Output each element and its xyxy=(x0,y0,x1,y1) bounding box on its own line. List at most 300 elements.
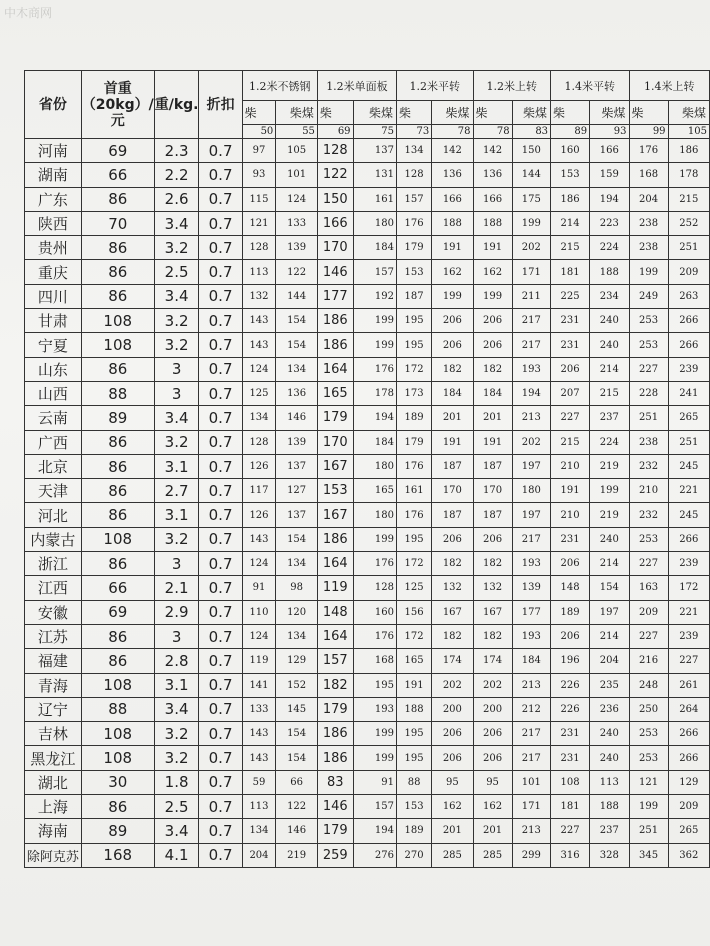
price-cell: 120 xyxy=(276,600,318,624)
price-cell: 265 xyxy=(668,819,709,843)
price-cell: 197 xyxy=(590,600,629,624)
price-cell: 186 xyxy=(317,309,353,333)
per-kg-cell: 2.9 xyxy=(154,600,199,624)
model-code: 89 xyxy=(551,125,590,139)
price-cell: 176 xyxy=(353,552,396,576)
price-cell: 157 xyxy=(396,187,431,211)
price-cell: 199 xyxy=(353,722,396,746)
price-cell: 219 xyxy=(276,843,318,867)
price-cell: 83 xyxy=(317,770,353,794)
price-cell: 276 xyxy=(353,843,396,867)
first-weight-cell: 89 xyxy=(81,406,154,430)
price-cell: 166 xyxy=(590,139,629,163)
table-row xyxy=(25,333,710,357)
province-cell: 内蒙古 xyxy=(25,527,82,551)
discount-cell: 0.7 xyxy=(199,552,242,576)
table-row xyxy=(25,600,710,624)
price-cell: 143 xyxy=(242,527,276,551)
price-cell: 174 xyxy=(473,649,512,673)
group-title: 1.2米平转 xyxy=(396,71,473,101)
price-cell: 153 xyxy=(396,795,431,819)
price-cell: 163 xyxy=(629,576,668,600)
discount-cell: 0.7 xyxy=(199,357,242,381)
price-cell: 88 xyxy=(396,770,431,794)
price-cell: 170 xyxy=(317,236,353,260)
per-kg-cell: 1.8 xyxy=(154,770,199,794)
province-cell: 安徽 xyxy=(25,600,82,624)
per-kg-cell: 3.4 xyxy=(154,819,199,843)
price-cell: 195 xyxy=(396,746,431,770)
price-cell: 153 xyxy=(551,163,590,187)
price-cell: 144 xyxy=(512,163,550,187)
price-cell: 101 xyxy=(512,770,550,794)
price-cell: 154 xyxy=(276,333,318,357)
price-cell: 176 xyxy=(396,454,431,478)
price-cell: 180 xyxy=(512,479,550,503)
per-kg-cell: 3.2 xyxy=(154,236,199,260)
price-cell: 239 xyxy=(668,624,709,648)
province-cell: 天津 xyxy=(25,479,82,503)
group-title: 1.2米不锈钢 xyxy=(242,71,317,101)
table-row xyxy=(25,454,710,478)
price-cell: 132 xyxy=(432,576,473,600)
price-cell: 128 xyxy=(353,576,396,600)
province-cell: 上海 xyxy=(25,795,82,819)
price-cell: 166 xyxy=(317,211,353,235)
table-row xyxy=(25,430,710,454)
first-weight-cell: 86 xyxy=(81,649,154,673)
province-cell: 河北 xyxy=(25,503,82,527)
price-cell: 134 xyxy=(276,624,318,648)
price-cell: 204 xyxy=(590,649,629,673)
per-kg-cell: 3.1 xyxy=(154,673,199,697)
price-cell: 187 xyxy=(473,454,512,478)
price-cell: 199 xyxy=(473,284,512,308)
price-cell: 214 xyxy=(551,211,590,235)
price-cell: 167 xyxy=(432,600,473,624)
price-cell: 199 xyxy=(590,479,629,503)
discount-cell: 0.7 xyxy=(199,139,242,163)
price-cell: 110 xyxy=(242,600,276,624)
per-kg-cell: 3.4 xyxy=(154,211,199,235)
price-cell: 184 xyxy=(512,649,550,673)
price-cell: 156 xyxy=(396,600,431,624)
province-cell: 湖南 xyxy=(25,163,82,187)
price-cell: 240 xyxy=(590,746,629,770)
price-cell: 345 xyxy=(629,843,668,867)
table-row xyxy=(25,479,710,503)
price-cell: 152 xyxy=(276,673,318,697)
price-cell: 159 xyxy=(590,163,629,187)
price-cell: 95 xyxy=(432,770,473,794)
per-kg-cell: 2.8 xyxy=(154,649,199,673)
fuel-type-header: 柴 xyxy=(242,101,276,125)
model-code: 55 xyxy=(276,125,318,139)
price-cell: 204 xyxy=(242,843,276,867)
price-cell: 232 xyxy=(629,454,668,478)
province-cell: 海南 xyxy=(25,819,82,843)
price-cell: 195 xyxy=(396,333,431,357)
price-cell: 239 xyxy=(668,552,709,576)
price-cell: 137 xyxy=(276,503,318,527)
discount-cell: 0.7 xyxy=(199,211,242,235)
price-cell: 227 xyxy=(629,552,668,576)
first-weight-cell: 88 xyxy=(81,381,154,405)
price-cell: 199 xyxy=(512,211,550,235)
discount-cell: 0.7 xyxy=(199,746,242,770)
price-cell: 328 xyxy=(590,843,629,867)
price-cell: 145 xyxy=(276,697,318,721)
price-cell: 224 xyxy=(590,236,629,260)
price-cell: 180 xyxy=(353,454,396,478)
fuel-type-header: 柴 xyxy=(551,101,590,125)
first-weight-cell: 108 xyxy=(81,746,154,770)
price-cell: 187 xyxy=(432,454,473,478)
price-cell: 91 xyxy=(353,770,396,794)
table-row xyxy=(25,673,710,697)
price-cell: 199 xyxy=(629,260,668,284)
discount-cell: 0.7 xyxy=(199,187,242,211)
price-cell: 236 xyxy=(590,697,629,721)
first-weight-cell: 88 xyxy=(81,697,154,721)
table-row xyxy=(25,236,710,260)
discount-cell: 0.7 xyxy=(199,430,242,454)
price-cell: 299 xyxy=(512,843,550,867)
per-kg-cell: 3.2 xyxy=(154,746,199,770)
price-cell: 201 xyxy=(473,406,512,430)
price-cell: 206 xyxy=(473,722,512,746)
price-cell: 134 xyxy=(276,552,318,576)
price-cell: 141 xyxy=(242,673,276,697)
price-cell: 200 xyxy=(473,697,512,721)
group-title: 1.4米平转 xyxy=(551,71,629,101)
price-cell: 143 xyxy=(242,333,276,357)
price-cell: 206 xyxy=(432,333,473,357)
model-code: 99 xyxy=(629,125,668,139)
price-cell: 180 xyxy=(353,211,396,235)
price-cell: 199 xyxy=(353,527,396,551)
watermark: 中木商网 xyxy=(4,6,53,20)
province-cell: 浙江 xyxy=(25,552,82,576)
price-cell: 157 xyxy=(317,649,353,673)
price-cell: 146 xyxy=(317,795,353,819)
price-cell: 179 xyxy=(317,819,353,843)
price-cell: 154 xyxy=(276,527,318,551)
price-cell: 199 xyxy=(353,309,396,333)
per-kg-cell: 3 xyxy=(154,624,199,648)
price-cell: 206 xyxy=(551,552,590,576)
price-cell: 187 xyxy=(432,503,473,527)
price-cell: 217 xyxy=(512,309,550,333)
price-cell: 362 xyxy=(668,843,709,867)
price-cell: 207 xyxy=(551,381,590,405)
price-cell: 250 xyxy=(629,697,668,721)
price-cell: 199 xyxy=(353,746,396,770)
price-cell: 206 xyxy=(432,309,473,333)
price-cell: 259 xyxy=(317,843,353,867)
fuel-type-header: 柴 xyxy=(317,101,353,125)
table-row xyxy=(25,843,710,867)
price-cell: 238 xyxy=(629,211,668,235)
price-cell: 189 xyxy=(551,600,590,624)
discount-cell: 0.7 xyxy=(199,843,242,867)
price-cell: 98 xyxy=(276,576,318,600)
price-cell: 160 xyxy=(353,600,396,624)
per-kg-cell: 3.4 xyxy=(154,697,199,721)
table-row xyxy=(25,260,710,284)
price-cell: 251 xyxy=(629,819,668,843)
province-cell: 云南 xyxy=(25,406,82,430)
price-cell: 143 xyxy=(242,722,276,746)
per-kg-cell: 2.6 xyxy=(154,187,199,211)
price-cell: 134 xyxy=(242,819,276,843)
price-cell: 214 xyxy=(590,357,629,381)
price-cell: 160 xyxy=(551,139,590,163)
table-row xyxy=(25,163,710,187)
first-weight-cell: 89 xyxy=(81,819,154,843)
fuel-type-header: 柴煤 xyxy=(512,101,550,125)
first-weight-cell: 86 xyxy=(81,357,154,381)
price-cell: 206 xyxy=(473,333,512,357)
table-row xyxy=(25,187,710,211)
price-cell: 168 xyxy=(629,163,668,187)
price-cell: 191 xyxy=(551,479,590,503)
per-kg-cell: 3.2 xyxy=(154,722,199,746)
price-cell: 251 xyxy=(629,406,668,430)
price-cell: 97 xyxy=(242,139,276,163)
discount-cell: 0.7 xyxy=(199,309,242,333)
table-row xyxy=(25,503,710,527)
province-cell: 山东 xyxy=(25,357,82,381)
price-cell: 113 xyxy=(242,795,276,819)
price-cell: 154 xyxy=(276,309,318,333)
price-cell: 210 xyxy=(629,479,668,503)
price-cell: 188 xyxy=(473,211,512,235)
price-cell: 170 xyxy=(432,479,473,503)
price-cell: 154 xyxy=(276,746,318,770)
price-cell: 136 xyxy=(473,163,512,187)
first-weight-cell: 66 xyxy=(81,576,154,600)
header-per-kg: 重/kg. xyxy=(154,71,199,139)
price-cell: 226 xyxy=(551,697,590,721)
price-cell: 157 xyxy=(353,260,396,284)
group-title: 1.2米单面板 xyxy=(317,71,396,101)
model-code: 83 xyxy=(512,125,550,139)
price-cell: 184 xyxy=(432,381,473,405)
first-weight-cell: 108 xyxy=(81,527,154,551)
price-cell: 215 xyxy=(590,381,629,405)
first-weight-cell: 86 xyxy=(81,260,154,284)
price-cell: 194 xyxy=(590,187,629,211)
price-cell: 167 xyxy=(473,600,512,624)
table-row xyxy=(25,211,710,235)
price-cell: 215 xyxy=(551,236,590,260)
price-cell: 126 xyxy=(242,503,276,527)
price-cell: 219 xyxy=(590,454,629,478)
price-table xyxy=(24,70,710,868)
per-kg-cell: 2.5 xyxy=(154,260,199,284)
price-cell: 206 xyxy=(473,309,512,333)
price-cell: 176 xyxy=(353,624,396,648)
price-cell: 171 xyxy=(512,795,550,819)
price-cell: 182 xyxy=(473,624,512,648)
price-cell: 285 xyxy=(473,843,512,867)
first-weight-cell: 86 xyxy=(81,236,154,260)
price-cell: 134 xyxy=(242,406,276,430)
price-cell: 146 xyxy=(317,260,353,284)
first-weight-cell: 108 xyxy=(81,722,154,746)
price-cell: 217 xyxy=(512,746,550,770)
table-row xyxy=(25,527,710,551)
price-cell: 125 xyxy=(396,576,431,600)
price-cell: 189 xyxy=(396,819,431,843)
price-cell: 215 xyxy=(668,187,709,211)
province-cell: 陕西 xyxy=(25,211,82,235)
province-cell: 广西 xyxy=(25,430,82,454)
price-cell: 270 xyxy=(396,843,431,867)
price-cell: 162 xyxy=(473,260,512,284)
price-cell: 227 xyxy=(551,406,590,430)
price-cell: 142 xyxy=(432,139,473,163)
price-cell: 202 xyxy=(473,673,512,697)
table-row xyxy=(25,819,710,843)
price-cell: 227 xyxy=(629,624,668,648)
fuel-type-header: 柴煤 xyxy=(276,101,318,125)
table-row xyxy=(25,357,710,381)
first-weight-cell: 86 xyxy=(81,624,154,648)
price-cell: 189 xyxy=(396,406,431,430)
price-cell: 188 xyxy=(396,697,431,721)
first-weight-cell: 108 xyxy=(81,673,154,697)
price-cell: 197 xyxy=(512,454,550,478)
discount-cell: 0.7 xyxy=(199,600,242,624)
price-cell: 176 xyxy=(396,211,431,235)
price-cell: 186 xyxy=(668,139,709,163)
province-cell: 贵州 xyxy=(25,236,82,260)
price-cell: 105 xyxy=(276,139,318,163)
price-cell: 132 xyxy=(473,576,512,600)
price-cell: 251 xyxy=(668,430,709,454)
price-cell: 209 xyxy=(668,260,709,284)
discount-cell: 0.7 xyxy=(199,260,242,284)
price-cell: 221 xyxy=(668,600,709,624)
per-kg-cell: 3.2 xyxy=(154,527,199,551)
price-cell: 148 xyxy=(317,600,353,624)
price-cell: 201 xyxy=(432,406,473,430)
table-row xyxy=(25,406,710,430)
price-cell: 121 xyxy=(242,211,276,235)
province-cell: 江西 xyxy=(25,576,82,600)
price-cell: 143 xyxy=(242,746,276,770)
price-cell: 170 xyxy=(317,430,353,454)
discount-cell: 0.7 xyxy=(199,770,242,794)
price-cell: 176 xyxy=(629,139,668,163)
fuel-type-header: 柴煤 xyxy=(353,101,396,125)
price-cell: 217 xyxy=(512,527,550,551)
price-cell: 162 xyxy=(473,795,512,819)
per-kg-cell: 4.1 xyxy=(154,843,199,867)
price-cell: 193 xyxy=(512,624,550,648)
price-cell: 124 xyxy=(242,624,276,648)
price-cell: 197 xyxy=(512,503,550,527)
fuel-type-header: 柴 xyxy=(396,101,431,125)
price-cell: 213 xyxy=(512,406,550,430)
discount-cell: 0.7 xyxy=(199,722,242,746)
province-cell: 青海 xyxy=(25,673,82,697)
price-cell: 178 xyxy=(668,163,709,187)
price-cell: 177 xyxy=(512,600,550,624)
first-weight-cell: 108 xyxy=(81,309,154,333)
province-cell: 重庆 xyxy=(25,260,82,284)
price-cell: 179 xyxy=(317,406,353,430)
price-cell: 206 xyxy=(432,722,473,746)
price-cell: 184 xyxy=(353,430,396,454)
price-cell: 186 xyxy=(317,722,353,746)
first-weight-cell: 69 xyxy=(81,139,154,163)
price-cell: 128 xyxy=(396,163,431,187)
first-weight-cell: 86 xyxy=(81,479,154,503)
price-cell: 266 xyxy=(668,722,709,746)
price-cell: 181 xyxy=(551,795,590,819)
price-cell: 157 xyxy=(353,795,396,819)
province-cell: 辽宁 xyxy=(25,697,82,721)
price-cell: 195 xyxy=(396,309,431,333)
price-cell: 193 xyxy=(512,357,550,381)
price-cell: 175 xyxy=(512,187,550,211)
price-cell: 253 xyxy=(629,333,668,357)
province-cell: 宁夏 xyxy=(25,333,82,357)
price-cell: 240 xyxy=(590,722,629,746)
price-cell: 206 xyxy=(473,746,512,770)
price-cell: 119 xyxy=(242,649,276,673)
price-cell: 202 xyxy=(432,673,473,697)
price-cell: 206 xyxy=(551,357,590,381)
fuel-type-header: 柴煤 xyxy=(668,101,709,125)
province-cell: 福建 xyxy=(25,649,82,673)
price-cell: 201 xyxy=(432,819,473,843)
price-cell: 240 xyxy=(590,333,629,357)
model-code: 93 xyxy=(590,125,629,139)
first-weight-cell: 69 xyxy=(81,600,154,624)
price-cell: 182 xyxy=(473,357,512,381)
price-cell: 179 xyxy=(396,430,431,454)
price-cell: 215 xyxy=(551,430,590,454)
province-cell: 黑龙江 xyxy=(25,746,82,770)
per-kg-cell: 2.5 xyxy=(154,795,199,819)
price-cell: 212 xyxy=(512,697,550,721)
per-kg-cell: 3 xyxy=(154,552,199,576)
price-cell: 171 xyxy=(512,260,550,284)
price-cell: 245 xyxy=(668,454,709,478)
price-cell: 186 xyxy=(317,333,353,357)
price-cell: 234 xyxy=(590,284,629,308)
price-cell: 139 xyxy=(276,430,318,454)
first-weight-cell: 66 xyxy=(81,163,154,187)
header-discount: 折扣 xyxy=(199,71,242,139)
price-cell: 202 xyxy=(512,236,550,260)
price-cell: 237 xyxy=(590,819,629,843)
price-cell: 170 xyxy=(473,479,512,503)
price-cell: 93 xyxy=(242,163,276,187)
price-cell: 59 xyxy=(242,770,276,794)
price-cell: 201 xyxy=(473,819,512,843)
price-cell: 237 xyxy=(590,406,629,430)
table-row xyxy=(25,381,710,405)
price-cell: 214 xyxy=(590,624,629,648)
price-cell: 202 xyxy=(512,430,550,454)
price-cell: 144 xyxy=(276,284,318,308)
table-row xyxy=(25,576,710,600)
